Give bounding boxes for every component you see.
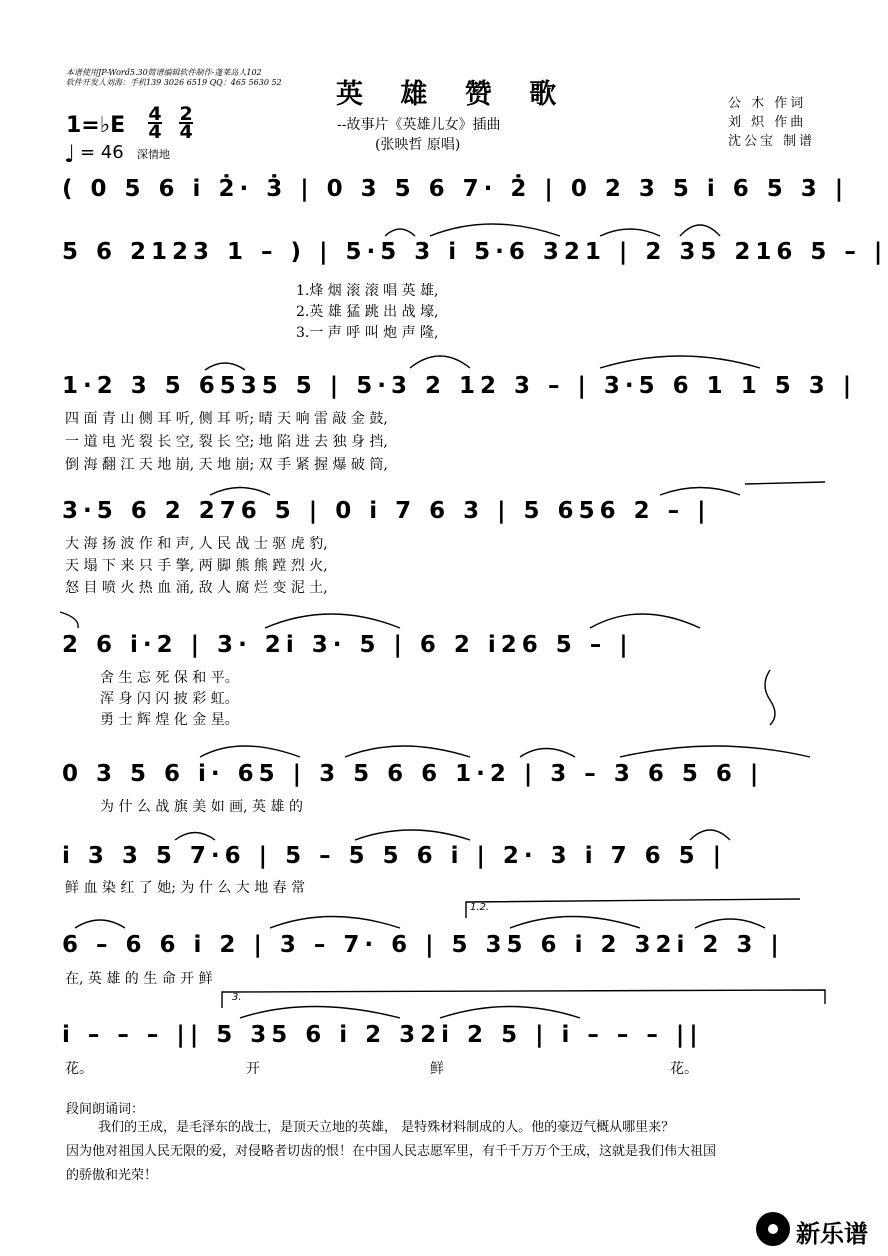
score-row-2: 5 6 2123 1 – ) | 5·5 3 i 5·6 321 | 2 35 216 5 – | [62,239,888,265]
tempo-marking: = 46 [80,142,124,163]
key-signature: 1=♭E [66,113,126,138]
lyrics-row9-d: 花。 [670,1061,698,1077]
lyrics-row4-verse1: 大 海 扬 波 作 和 声, 人 民 战 士 驱 虎 豹, [65,536,328,552]
narration-line3: 的骄傲和光荣！ [66,1168,158,1183]
arranger: 沈公宝 制谱 [728,134,816,149]
lyrics-row5-verse3: 勇 士 辉 煌 化 金 星。 [100,712,239,728]
lyricist: 公 木 作词 [728,96,807,111]
subtitle-singer: (张映哲 原唱) [375,137,461,153]
lyrics-row6: 为 什 么 战 旗 美 如 画, 英 雄 的 [100,799,303,815]
lyrics-row5-verse1: 舍 生 忘 死 保 和 平。 [100,670,239,686]
lyrics-row4-verse2: 天 塌 下 来 只 手 擎, 两 脚 熊 熊 蹚 烈 火, [65,558,328,574]
lyrics-row2-verse1: 1.烽 烟 滚 滚 唱 英 雄, [296,283,439,299]
lyrics-row3-verse3: 倒 海 翻 江 天 地 崩, 天 地 崩; 双 手 紧 握 爆 破 筒, [65,457,388,473]
score-row-6: 0 3 5 6 i· 65 | 3 5 6 6 1·2 | 3 – 3 6 5 6 | [62,761,764,787]
subtitle-film: --故事片《英雄儿女》插曲 [337,117,501,133]
software-credit-line2: 软件开发人刘海：手机139 3026 6519 QQ：465 5630 52 [66,78,282,87]
score-row-5: 2 6 i·2 | 3· 2i 3· 5 | 6 2 i26 5 – | [62,632,633,658]
score-row-1: ( 0 5 6 i 2̇· 3̇ | 0 3 5 6 7· 2̇ | 0 2 3 5 i 6 5 3 | [62,176,849,202]
composer: 刘 炽 作曲 [728,115,807,130]
narration-line2: 因为他对祖国人民无限的爱，对侵略者切齿的恨！在中国人民志愿军里，有千千万万个王成，这就是我们伟大祖国 [66,1144,717,1159]
lyrics-row3-verse2: 一 道 电 光 裂 长 空, 裂 长 空; 地 陷 进 去 独 身 挡, [65,434,388,450]
lyrics-row3-verse1: 四 面 青 山 侧 耳 听, 侧 耳 听; 晴 天 响 雷 敲 金 鼓, [65,411,388,427]
lyrics-row5-verse2: 浑 身 闪 闪 披 彩 虹。 [100,691,239,707]
score-row-8: 6 – 6 6 i 2 | 3 – 7· 6 | 5 35 6 i 2 32i 2 3 | [62,932,784,958]
software-credit-line1: 本谱使用JP-Word5.30简谱编辑软件制作-蓬莱岛人102 [66,68,262,77]
narration-label: 段间朗诵词： [66,1102,145,1117]
song-title: 英 雄 赞 歌 [336,79,571,110]
lyrics-row4-verse3: 怒 目 喷 火 热 血 涌, 敌 人 腐 烂 变 泥 土, [65,580,328,596]
record-disc-icon [756,1212,790,1246]
volta-1-2-label: 1.2. [470,902,490,913]
lyrics-row9-b: 开 [246,1061,260,1077]
score-row-4: 3·5 6 2 276 5 | 0 i 7 6 3 | 5 656 2 – | [62,498,711,524]
volta-3-label: 3. [232,992,242,1003]
score-row-3: 1·2 3 5 6535 5 | 5·3 2 12 3 – | 3·5 6 1 1 5 3 | [62,373,857,399]
narration-line1: 我们的王成，是毛泽东的战士，是顶天立地的英雄， 是特殊材料制成的人。他的豪迈气概从哪里来？ [98,1120,675,1135]
lyrics-row7: 鲜 血 染 红 了 她; 为 什 么 大 地 春 常 [65,880,306,896]
lyrics-row8: 在, 英 雄 的 生 命 开 鲜 [65,971,213,987]
score-row-9: i – – – || 5 35 6 i 2 32i 2 5 | i – – – || [62,1022,703,1048]
lyrics-row9-a: 花。 [65,1061,93,1077]
lyrics-row9-c: 鲜 [430,1061,444,1077]
quarter-note-icon: ♩ [64,140,76,168]
lyrics-row2-verse3: 3.一 声 呼 叫 炮 声 隆, [296,325,439,341]
expression-marking: 深情地 [137,148,170,161]
lyrics-row2-verse2: 2.英 雄 猛 跳 出 战 壕, [296,304,439,320]
score-row-7: i 3 3 5 7·6 | 5 – 5 5 6 i | 2· 3 i 7 6 5 | [62,843,727,869]
site-logo-text: 新乐谱 [796,1220,868,1248]
time-signature: $\frac{4}{4}$ $\frac{2}{4}$ [148,103,193,143]
